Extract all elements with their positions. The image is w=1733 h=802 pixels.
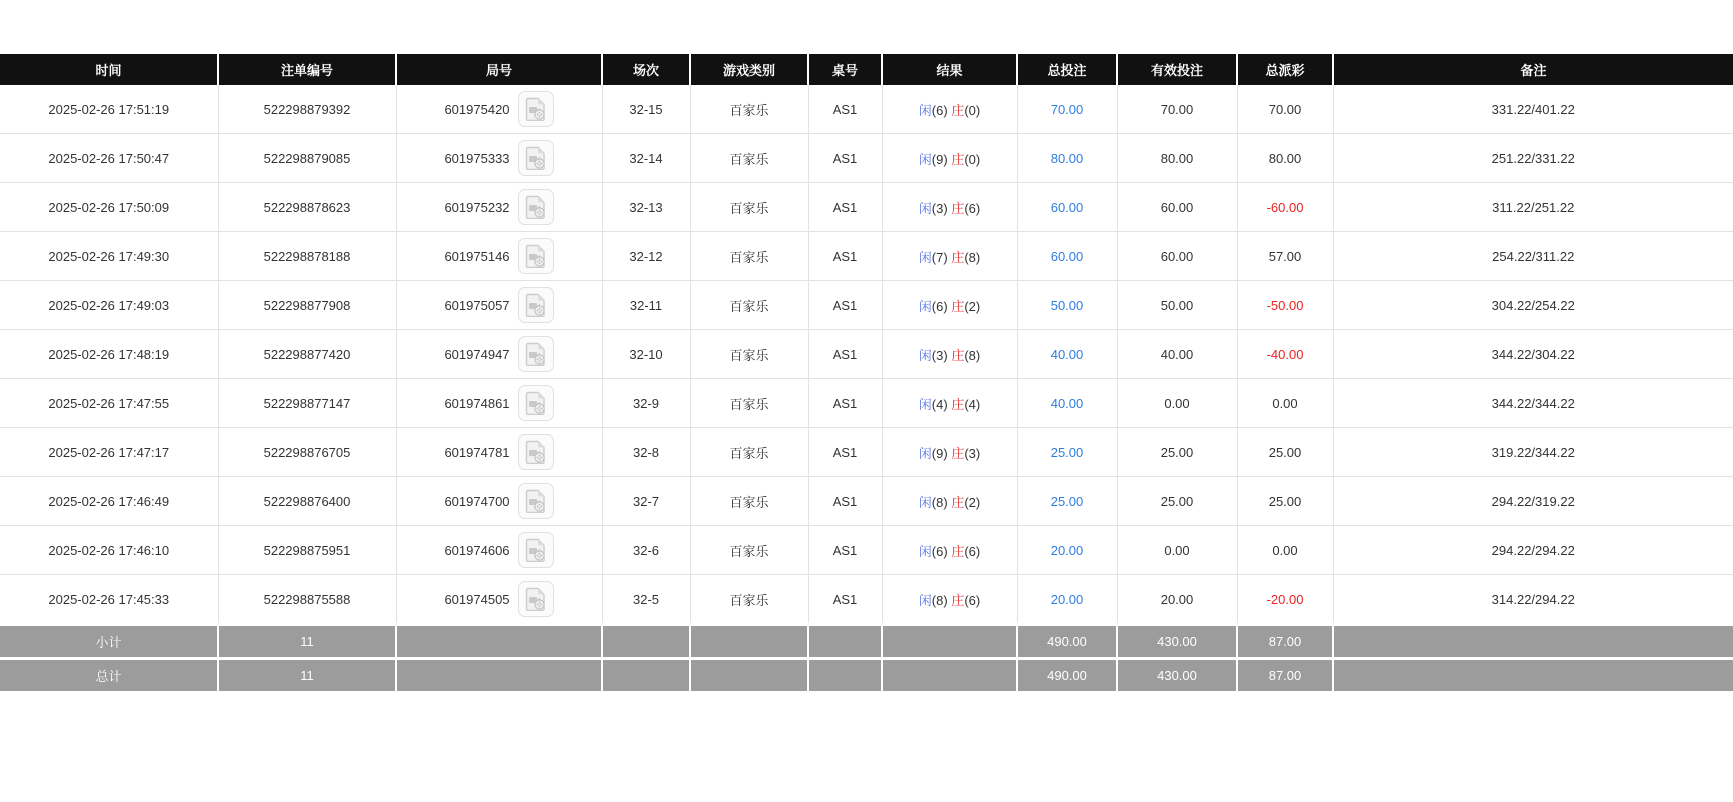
col-header-bet-id: 注单编号 [218,54,396,85]
video-replay-button[interactable] [518,189,554,225]
cell-result [882,477,1017,526]
round-id-value: 601974861 [444,395,510,411]
video-replay-icon [525,293,547,317]
cell-session: 32-8 [602,428,690,477]
round-id-value: 601975333 [444,150,510,166]
banker-result-score: (0) [964,151,981,167]
banker-result-score: (8) [964,249,981,265]
subtotal-count: 11 [218,625,396,659]
table-row [0,134,1733,183]
cell-total-bet[interactable]: 60.00 [1017,232,1117,281]
table-row [0,575,1733,625]
cell-total-bet[interactable]: 25.00 [1017,428,1117,477]
col-header-table-no: 桌号 [808,54,882,85]
player-result-label: 闲 [918,200,932,216]
cell-result [882,232,1017,281]
cell-valid-bet: 60.00 [1117,183,1237,232]
cell-remark: 254.22/311.22 [1333,232,1733,281]
banker-result-score: (3) [964,445,981,461]
grand-total-valid-bet: 430.00 [1117,659,1237,692]
cell-total-bet[interactable]: 20.00 [1017,526,1117,575]
table-row [0,183,1733,232]
table-row [0,281,1733,330]
banker-result-label: 庄 [951,151,965,167]
col-header-payout: 总派彩 [1237,54,1333,85]
video-replay-button[interactable] [518,581,554,617]
cell-valid-bet: 20.00 [1117,575,1237,625]
cell-round-id [396,183,602,232]
banker-result-label: 庄 [951,298,965,314]
video-replay-button[interactable] [518,238,554,274]
banker-result-score: (6) [964,200,981,216]
cell-game-type: 百家乐 [690,575,808,625]
banker-result-label: 庄 [951,347,965,363]
cell-round-id [396,379,602,428]
cell-table-no: AS1 [808,134,882,183]
cell-result [882,526,1017,575]
col-header-round-id: 局号 [396,54,602,85]
video-replay-button[interactable] [518,287,554,323]
cell-table-no: AS1 [808,477,882,526]
cell-table-no: AS1 [808,575,882,625]
cell-round-id [396,330,602,379]
table-row [0,526,1733,575]
cell-game-type: 百家乐 [690,379,808,428]
cell-valid-bet: 25.00 [1117,428,1237,477]
cell-time: 2025-02-26 17:49:03 [0,281,218,330]
cell-valid-bet: 0.00 [1117,526,1237,575]
cell-game-type: 百家乐 [690,134,808,183]
cell-table-no: AS1 [808,379,882,428]
banker-result-label: 庄 [951,396,965,412]
cell-session: 32-12 [602,232,690,281]
player-result-score: (8) [931,494,948,510]
player-result-score: (9) [931,151,948,167]
cell-round-id [396,428,602,477]
col-header-remark: 备注 [1333,54,1733,85]
cell-total-bet[interactable]: 80.00 [1017,134,1117,183]
cell-result [882,330,1017,379]
player-result-score: (3) [931,347,948,363]
cell-game-type: 百家乐 [690,330,808,379]
banker-result-label: 庄 [951,494,965,510]
player-result-label: 闲 [918,298,932,314]
col-header-session: 场次 [602,54,690,85]
table-row [0,232,1733,281]
round-id-value: 601974947 [444,346,510,362]
video-replay-icon [525,97,547,121]
col-header-game-type: 游戏类别 [690,54,808,85]
video-replay-icon [525,391,547,415]
player-result-score: (3) [931,200,948,216]
player-result-score: (4) [931,396,948,412]
cell-game-type: 百家乐 [690,183,808,232]
banker-result-score: (6) [964,592,981,608]
round-id-value: 601975057 [444,297,510,313]
grand-total-total-bet: 490.00 [1017,659,1117,692]
cell-valid-bet: 0.00 [1117,379,1237,428]
subtotal-row [0,625,1733,659]
video-replay-button[interactable] [518,336,554,372]
cell-table-no: AS1 [808,232,882,281]
table-row [0,85,1733,134]
player-result-score: (7) [931,249,948,265]
video-replay-icon [525,244,547,268]
cell-game-type: 百家乐 [690,85,808,134]
cell-result [882,575,1017,625]
cell-table-no: AS1 [808,183,882,232]
table-header [0,54,1733,85]
banker-result-score: (8) [964,347,981,363]
cell-time: 2025-02-26 17:50:09 [0,183,218,232]
cell-remark: 251.22/331.22 [1333,134,1733,183]
banker-result-score: (2) [964,494,981,510]
col-header-valid-bet: 有效投注 [1117,54,1237,85]
banker-result-score: (0) [964,102,981,118]
cell-table-no: AS1 [808,85,882,134]
cell-game-type: 百家乐 [690,477,808,526]
cell-bet-id: 522298878188 [218,232,396,281]
cell-remark: 294.22/319.22 [1333,477,1733,526]
cell-session: 32-15 [602,85,690,134]
cell-bet-id: 522298875951 [218,526,396,575]
cell-result [882,281,1017,330]
video-replay-button[interactable] [518,483,554,519]
banker-result-score: (6) [964,543,981,559]
col-header-time: 时间 [0,54,218,85]
cell-payout: 25.00 [1237,477,1333,526]
cell-time: 2025-02-26 17:49:30 [0,232,218,281]
cell-payout: 0.00 [1237,526,1333,575]
cell-valid-bet: 50.00 [1117,281,1237,330]
player-result-score: (8) [931,592,948,608]
player-result-score: (6) [931,543,948,559]
video-replay-icon [525,195,547,219]
cell-time: 2025-02-26 17:46:10 [0,526,218,575]
cell-bet-id: 522298876705 [218,428,396,477]
cell-game-type: 百家乐 [690,526,808,575]
cell-session: 32-6 [602,526,690,575]
cell-game-type: 百家乐 [690,281,808,330]
cell-round-id [396,134,602,183]
cell-payout: 80.00 [1237,134,1333,183]
bet-history-table [0,54,1733,691]
banker-result-score: (4) [964,396,981,412]
banker-result-score: (2) [964,298,981,314]
cell-remark: 294.22/294.22 [1333,526,1733,575]
video-replay-button[interactable] [518,434,554,470]
video-replay-icon [525,440,547,464]
video-replay-icon [525,489,547,513]
col-header-result: 结果 [882,54,1017,85]
banker-result-label: 庄 [951,445,965,461]
player-result-label: 闲 [918,592,932,608]
cell-game-type: 百家乐 [690,232,808,281]
cell-round-id [396,232,602,281]
banker-result-label: 庄 [951,249,965,265]
cell-time: 2025-02-26 17:47:55 [0,379,218,428]
cell-payout: -20.00 [1237,575,1333,625]
cell-bet-id: 522298877420 [218,330,396,379]
grand-total-payout: 87.00 [1237,659,1333,692]
cell-result [882,379,1017,428]
round-id-value: 601975420 [444,101,510,117]
cell-bet-id: 522298879392 [218,85,396,134]
player-result-label: 闲 [918,494,932,510]
cell-bet-id: 522298876400 [218,477,396,526]
video-replay-icon [525,538,547,562]
cell-round-id [396,281,602,330]
cell-payout: 57.00 [1237,232,1333,281]
grand-total-count: 11 [218,659,396,692]
round-id-value: 601975146 [444,248,510,264]
player-result-label: 闲 [918,249,932,265]
table-row [0,477,1733,526]
cell-session: 32-10 [602,330,690,379]
cell-session: 32-5 [602,575,690,625]
round-id-value: 601975232 [444,199,510,215]
table-row [0,330,1733,379]
cell-time: 2025-02-26 17:48:19 [0,330,218,379]
round-id-value: 601974700 [444,493,510,509]
grand-total-row [0,659,1733,692]
cell-remark: 311.22/251.22 [1333,183,1733,232]
player-result-score: (6) [931,298,948,314]
banker-result-label: 庄 [951,592,965,608]
cell-remark: 331.22/401.22 [1333,85,1733,134]
player-result-label: 闲 [918,102,932,118]
cell-session: 32-9 [602,379,690,428]
cell-bet-id: 522298875588 [218,575,396,625]
player-result-score: (9) [931,445,948,461]
cell-remark: 344.22/344.22 [1333,379,1733,428]
player-result-label: 闲 [918,151,932,167]
cell-valid-bet: 80.00 [1117,134,1237,183]
video-replay-button[interactable] [518,91,554,127]
video-replay-button[interactable] [518,532,554,568]
cell-session: 32-7 [602,477,690,526]
cell-total-bet[interactable]: 20.00 [1017,575,1117,625]
cell-total-bet[interactable]: 70.00 [1017,85,1117,134]
cell-time: 2025-02-26 17:47:17 [0,428,218,477]
cell-payout: -40.00 [1237,330,1333,379]
player-result-label: 闲 [918,543,932,559]
cell-total-bet[interactable]: 25.00 [1017,477,1117,526]
video-replay-button[interactable] [518,140,554,176]
cell-time: 2025-02-26 17:46:49 [0,477,218,526]
video-replay-icon [525,587,547,611]
cell-result [882,183,1017,232]
cell-total-bet[interactable]: 40.00 [1017,330,1117,379]
table-row [0,379,1733,428]
cell-valid-bet: 70.00 [1117,85,1237,134]
cell-payout: 25.00 [1237,428,1333,477]
cell-valid-bet: 25.00 [1117,477,1237,526]
subtotal-label: 小计 [0,625,218,659]
cell-time: 2025-02-26 17:51:19 [0,85,218,134]
cell-round-id [396,85,602,134]
cell-valid-bet: 40.00 [1117,330,1237,379]
cell-total-bet[interactable]: 60.00 [1017,183,1117,232]
cell-remark: 319.22/344.22 [1333,428,1733,477]
video-replay-icon [525,342,547,366]
cell-table-no: AS1 [808,281,882,330]
summary-section [0,625,1733,692]
video-replay-button[interactable] [518,385,554,421]
cell-bet-id: 522298878623 [218,183,396,232]
cell-valid-bet: 60.00 [1117,232,1237,281]
cell-remark: 344.22/304.22 [1333,330,1733,379]
subtotal-total-bet: 490.00 [1017,625,1117,659]
video-replay-icon [525,146,547,170]
player-result-score: (6) [931,102,948,118]
cell-round-id [396,575,602,625]
cell-round-id [396,477,602,526]
cell-remark: 304.22/254.22 [1333,281,1733,330]
cell-total-bet[interactable]: 50.00 [1017,281,1117,330]
cell-payout: -50.00 [1237,281,1333,330]
player-result-label: 闲 [918,445,932,461]
cell-round-id [396,526,602,575]
cell-session: 32-14 [602,134,690,183]
banker-result-label: 庄 [951,543,965,559]
subtotal-valid-bet: 430.00 [1117,625,1237,659]
cell-bet-id: 522298877147 [218,379,396,428]
player-result-label: 闲 [918,396,932,412]
round-id-value: 601974781 [444,444,510,460]
col-header-total-bet: 总投注 [1017,54,1117,85]
cell-time: 2025-02-26 17:45:33 [0,575,218,625]
cell-remark: 314.22/294.22 [1333,575,1733,625]
table-row [0,428,1733,477]
cell-time: 2025-02-26 17:50:47 [0,134,218,183]
banker-result-label: 庄 [951,102,965,118]
cell-table-no: AS1 [808,428,882,477]
round-id-value: 601974505 [444,591,510,607]
cell-result [882,85,1017,134]
cell-table-no: AS1 [808,526,882,575]
player-result-label: 闲 [918,347,932,363]
cell-session: 32-13 [602,183,690,232]
cell-payout: 70.00 [1237,85,1333,134]
cell-table-no: AS1 [808,330,882,379]
round-id-value: 601974606 [444,542,510,558]
cell-payout: 0.00 [1237,379,1333,428]
cell-bet-id: 522298879085 [218,134,396,183]
cell-payout: -60.00 [1237,183,1333,232]
grand-total-label: 总计 [0,659,218,692]
subtotal-payout: 87.00 [1237,625,1333,659]
banker-result-label: 庄 [951,200,965,216]
cell-result [882,134,1017,183]
cell-game-type: 百家乐 [690,428,808,477]
cell-result [882,428,1017,477]
cell-total-bet[interactable]: 40.00 [1017,379,1117,428]
cell-bet-id: 522298877908 [218,281,396,330]
cell-session: 32-11 [602,281,690,330]
